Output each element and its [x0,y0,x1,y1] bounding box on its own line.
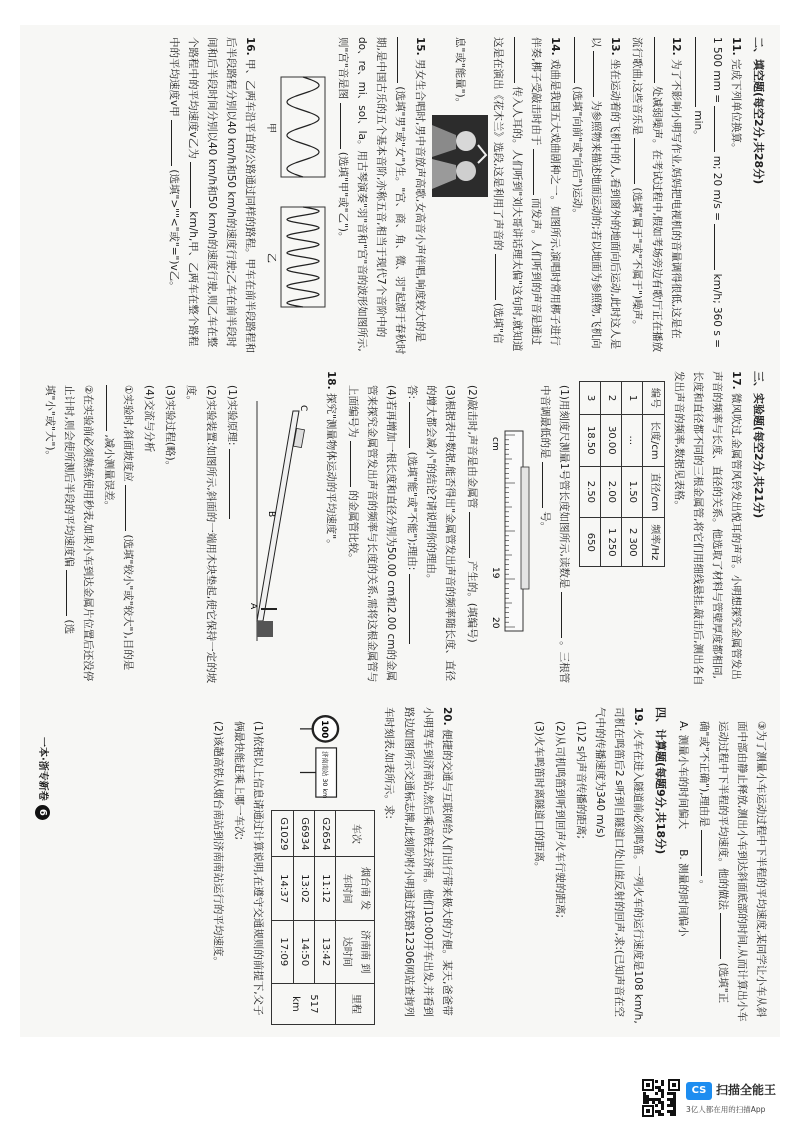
table-header-row [335,811,374,1025]
answer-blank [695,37,706,107]
answer-blank [106,385,117,431]
table-cell: G6934 [293,811,314,857]
sub-text: 产生的。(填编号) [465,560,478,643]
question-number: 15. [413,37,426,56]
section-calc-heading: 四、计算题(每题9分,共18分) [654,707,668,855]
answer-blank [469,512,480,558]
table-row [622,382,643,567]
question-text-3: 传入人耳的。人们听到"刘大哥讲话理太偏"这句时,就知道这是在演出《花木兰》选段,这是利用了声音的 [491,37,523,352]
table-cell: 17:09 [272,920,293,983]
answer-blank [66,570,77,616]
question-text: 为了不影响小明写作业,妈妈把电视机的音量调得很低,这是在 [669,58,682,339]
speed-limit-value: 100 [319,720,330,739]
distance-sign-text: 济南南站 30 km [321,751,329,799]
scanner-watermark [636,1076,800,1122]
sub-text: (选填"能"或"不能");理由: [406,451,419,571]
table-cell: 11:12 [314,857,335,920]
q18-sub-1 [222,385,241,689]
question-text-3: (选填"属于"或"不属于")噪声。 [631,187,644,331]
question-text: 火车在进入隧道前必须鸣笛。一列火车的运行速度是108 km/h,司机在鸣笛后2 s听到自隧道口处山崖反射的回声,求:(已知声音在空气中的传播速度为340 m/s) [594,707,645,1024]
column-right [205,707,770,1025]
q19-sub-2: (2)从司机鸣笛到听到回声火车行驶的距离; [554,721,566,918]
section-fill-heading: 二、填空题(每空2分,共28分) [752,37,765,185]
option-b: B. 测量的时间偏小 [676,849,689,937]
question-number: 19. [632,707,645,726]
question-text-2: 而发声。人们听到的声音是通过 [529,198,542,346]
sub-text: (3)根据表中数据,能否得出"金属管发出声音的频率随长度、直径的增大都会减小"的结论?请说明你的理由。 [425,385,457,682]
sub-text: (2)敲击时,声音是由金属管 [465,385,478,509]
ruler-tick-label: 19 [489,567,500,579]
sub-text: 答: [406,385,419,400]
question-number: 16. [244,37,257,56]
q19-sub-1: (1)2 s内声音传播的距离; [575,721,588,839]
question-text-2: 为参照物来描述地面运动的;若以地面为参照物,飞机向 [590,100,603,349]
answer-blank [701,830,712,876]
answer-blank [409,402,420,448]
wave-yi [287,207,319,307]
question-text-3: (选填"甲"或"乙")。 [337,151,350,243]
answer-blank [190,162,201,208]
question-18 [40,371,340,689]
page-footer [35,737,52,820]
table-header: 里程 [335,983,374,1024]
question-number: 14. [549,37,561,56]
answer-blank [714,224,725,270]
question-text: 便捷的交通与互联网给人们出行带来极大的方便。某天,爸爸带小明驾车到济南站,然后乘高铁去济南。他们10:00开车出发,并看到路边如图所示交通标志牌,此刻吩咐小明通过铁路12306网站查询列车时刻表,如表所示。求: [383,707,453,1017]
sub-text: ,减小测量误差。 [103,434,116,512]
question-11 [688,37,745,355]
table-row [579,382,600,567]
watermark-title: 扫描全能王 [716,1083,777,1097]
wood-block [257,621,273,637]
point-label: B [265,511,276,518]
answer-blank [229,449,240,519]
q19-sub-3: (3)火车鸣笛时离隧道口的距离。 [532,721,545,873]
answer-space [456,707,526,1025]
question-number: 17. [729,371,742,390]
question-number: 18. [324,371,337,390]
opera-photo [432,115,488,197]
question-19 [529,707,648,1025]
section-experiment-heading: 三、实验题(每空2分,共21分) [752,371,765,519]
table-cell: 14:50 [293,920,314,983]
table-header: 频率/Hz [643,518,664,567]
sub-text: 号。 [538,511,551,533]
q18-option-row [672,721,691,1025]
column-middle [37,371,770,689]
rotated-exam-page [20,25,780,1037]
q18-sub-2: (2)实验装置:如图所示,斜面的一端用木块垫起,使它保持一定的坡度。 [185,385,217,684]
question-12 [627,37,684,355]
q18-sub-4: (4)交流与分析 [143,385,156,453]
sub-text: 。 [697,879,710,891]
sub-text: (选填"较小"或"较大"),目的是 [122,534,135,671]
answer-blank [542,462,553,508]
answer-blank [514,37,525,83]
table-cell: 2 [600,382,621,415]
answer-blank [409,574,420,644]
q17-sub-1 [535,385,573,689]
question-text-4: (选填"信息"或"能量")。 [453,37,504,344]
q18-sub-4a [99,385,137,689]
answer-blank [634,138,645,184]
table-cell: G2654 [314,811,335,857]
sub-text: (1)用刻度尺测量1号管长度如图所示,读数是 [557,385,570,589]
q11-line-2: min。 [691,110,704,141]
answer-blank [561,592,572,638]
question-number: 13. [609,37,622,56]
watermark-subtitle: 3亿人都在用的扫描App [686,1105,766,1114]
question-17 [343,371,745,689]
table-cell: 1.50 [622,466,643,518]
waveform-figure [265,37,329,337]
answer-blank [125,485,136,531]
q18-sub-3: (3)实验过程(略)。 [164,385,177,472]
question-text: 男女生合唱时,男中音放声高歌,女高音小声伴唱,响度较大的是 [413,58,426,342]
question-20 [208,707,456,1025]
figure-label-jia: 甲 [265,123,277,133]
question-text: 完成下列单位换算。 [729,58,742,154]
table-cell: 517 km [272,983,336,1024]
ruler-figure [487,371,531,671]
question-text-3: (选填"向前"或"向后")运动。 [571,86,584,219]
question-text: 戏曲是我国五大戏曲剧种之一。如图所示,演唱时常用梆子进行伴奏,梆子受敲击时由于 [529,37,561,346]
figure-label-yi: 乙 [265,253,277,263]
point-label: A [247,603,258,610]
q17-sub-2 [461,385,480,689]
sub-text: ③为了测量小车运动过程中下半程的平均速度,某同学让小车从斜面中部由静止释放,测出小车到达斜面底部的时间,从而计算出小车运动过程中下半程的平均速度。他的做法 [716,721,767,1022]
q11-line-c: km/h; 360 s = [710,273,723,348]
question-number: 20. [440,707,453,726]
page-number: 6 [35,805,50,820]
question-number: 12. [669,37,682,56]
answer-blank [593,51,604,97]
frequency-table [579,381,665,567]
table-cell: ... [622,415,643,467]
question-text: 坐在运动着的飞机中的人,看到窗外的地面向后运动,此时这人是以 [590,37,622,350]
table-header-row [643,382,664,567]
answer-blank [340,103,351,149]
table-cell: 13:02 [293,857,314,920]
option-a: A. 测量小车的时间偏大 [676,721,689,830]
question-text: 微风吹过,金属管风铃发出悦耳的声音。小明想探究金属管发出声音的频率与长度、直径的关系。他选取了材料与管壁厚度都相同,长度和直径都不同的三根金属管,将它们用细线悬挂,敲击后,测出各自发出声音的频率,数据见表格。 [672,371,742,686]
table-cell: 2 300 [622,518,643,567]
q20-sub-2: (2)该趟高铁从烟台南站到济南南站运行的平均速度。 [212,721,225,967]
table-row [600,382,621,567]
table-cell: 2.00 [600,466,621,518]
q18-sub-4b [40,385,97,689]
table-header: 车次 [335,811,374,857]
column-left [160,37,770,355]
question-14 [432,37,564,355]
table-cell: 1 [622,382,643,415]
question-text-3: (选填">""<"或"=")v乙。 [167,169,180,292]
question-16 [163,37,259,355]
q20-sub-1: (1)依据以上信息请通过计算说明,在遵守交通规则的前提下,父子俩最快能赶乘上哪一车次; [233,721,265,1016]
table-cell: 1 250 [600,518,621,567]
sub-text: 的金属管比较。 [346,490,359,564]
question-number: 11. [729,37,742,56]
answer-blank [714,106,725,152]
table-cell: 2.50 [579,466,600,518]
answer-blank [574,37,585,83]
sub-text: (4)若再增加一根长度和直径分别为50.00 cm和2.00 cm的金属管来探究金属管发出声音的频率与长度的关系,需将这根金属管与上面编号为 [346,385,398,683]
question-text: 探究"测量物体运动的平均速度"。 [324,392,337,550]
incline-figure [247,371,317,671]
incline-board [257,411,299,621]
point-label: C [297,405,308,412]
table-cell: 650 [579,518,600,567]
q11-line-b: m; 20 m/s = [710,155,723,221]
table-header: 直径/cm [643,466,664,518]
sub-text: ②在实验前必须熟练使用秒表,如果小车到达金属片位置后还没停止计时,则会使所测后半段的平均速度偏 [62,385,94,682]
table-header: 烟台南 发车时间 [335,857,374,920]
sub-text: 。三根管中音调最低的是 [538,385,570,684]
answer-blank [720,913,731,959]
answer-blank [495,254,506,300]
question-text-2: (选填"男"或"女")生。"宫、商、角、徵、羽"起源于春秋时期,是中国古乐的五个基本音阶,亦称五音,相当于现代7个音阶中的do、re、mi、sol、la。用古琴演奏"羽"音和"宫"音的波形如图所示,则"宫"音是图 [337,37,407,355]
train-timetable [271,810,375,1025]
table-cell: 30.00 [600,415,621,467]
question-text-2: km/h,甲、乙两车在整个路程中的平均速度v甲 [167,37,199,347]
sub-text: (选填"正确"或"不正确"),理由是 [697,721,729,1004]
q17-sub-4 [343,385,400,689]
table-row [314,811,335,1025]
wave-jia [287,77,319,177]
table-header: 济南南 到达时间 [335,920,374,983]
ruler-unit: cm [489,437,500,451]
answer-blank [533,149,544,195]
qr-code-icon [642,1079,680,1117]
answer-blank [350,441,361,487]
table-cell: 18.50 [579,415,600,467]
table-cell: 14:37 [272,857,293,920]
q20-figure-row [271,713,375,1025]
sub-text: (选填"小"或"大")。 [43,385,75,635]
question-text-2: 处减弱噪声。在考试过程中,假如考场旁边有歌厅正在播放流行歌曲,这些音乐是 [631,37,663,353]
question-13 [567,37,624,355]
q18-sub-4c [694,721,770,1025]
table-header: 编号 [643,382,664,415]
camscanner-logo: CS [686,1082,712,1100]
question-text: 甲、乙两车沿平直的公路通过同样的路程。甲车在前半段路程和后半段路程分别以40 km/h和50 km/h的速度行驶;乙车在前半段时间和后半段时间分别以40 km/h和50 km/h的速度行驶,则乙车在整个路程中的平均速度v乙为 [186,37,257,353]
table-cell: 3 [579,382,600,415]
q17-sub-3 [402,385,459,689]
table-header: 长度/cm [643,415,664,467]
footer-text: 一本·浙专新卷 [37,737,48,801]
table-cell: G1029 [272,811,293,857]
traffic-sign-figure [294,713,352,800]
q11-line-a: 1 500 mm = [710,37,723,103]
sub-text: (1)实验原理: [225,385,238,446]
sub-text: ①实验时,斜面坡度应 [122,385,135,482]
table-cell: 13:42 [314,920,335,983]
ruler-tick-label: 20 [489,617,500,629]
answer-blank [171,120,182,166]
metal-tube [521,467,529,589]
answer-blank [397,37,408,83]
answer-blank [654,37,665,83]
question-15 [265,37,429,355]
